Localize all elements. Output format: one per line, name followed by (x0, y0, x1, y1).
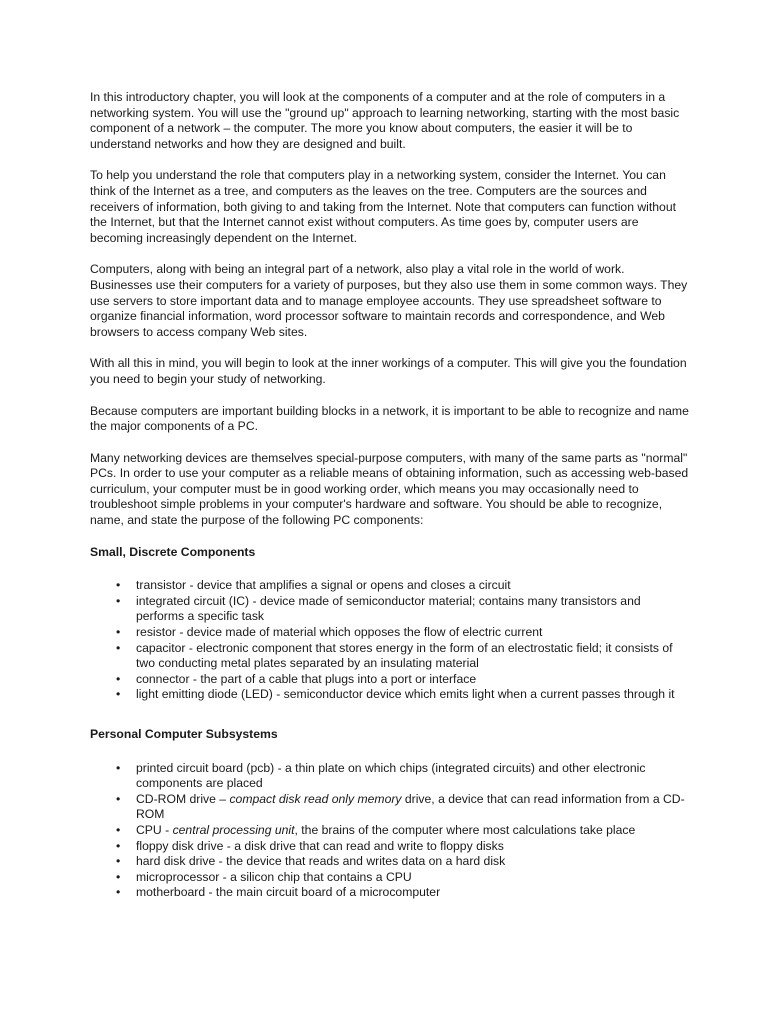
inner-workings-paragraph: With all this in mind, you will begin to look at the inner workings of a computer. This will give you the foundation you need to begin your study of networking. (90, 356, 687, 386)
bullet-icon: • (116, 640, 121, 655)
bullet-icon: • (116, 671, 121, 686)
list-item: • hard disk drive - the device that reads and writes data on a hard disk (116, 854, 506, 869)
bullet-icon: • (116, 885, 121, 900)
building-blocks-paragraph: Because computers are important building blocks in a network, it is important to be able to recognize and name the major components of a PC. (90, 403, 689, 434)
bullet-icon: • (116, 822, 121, 837)
list-item: • printed circuit board (pcb) - a thin plate on which chips (integrated circuits) and other electronic components are placed (116, 760, 646, 791)
bullet-icon: • (116, 687, 121, 702)
bullet-icon: • (116, 854, 121, 869)
list-item: • floppy disk drive - a disk drive that can read and write to floppy disks (116, 838, 504, 853)
list-item: • light emitting diode (LED) - semiconductor device which emits light when a current passes through it (116, 687, 675, 702)
bullet-icon: • (116, 838, 121, 853)
bullet-icon: • (116, 625, 121, 640)
list-item: • connector - the part of a cable that plugs into a port or interface (116, 671, 477, 686)
bullet-icon: • (116, 791, 121, 806)
list-item: • CPU - central processing unit, the brains of the computer where most calculations take place (116, 822, 636, 837)
work-paragraph: Computers, along with being an integral part of a network, also play a vital role in the world of work. Businesses use their computers for a variety of purposes, but they also use them in some common ways. They use servers to store important data and to manage employee accounts. They use spreadsheet software to organize financial information, word processor software to maintain records and correspondence, and Web browsers to access company Web sites. (90, 262, 688, 339)
section-heading-pc-subsystems: Personal Computer Subsystems (90, 727, 278, 741)
list-item: • motherboard - the main circuit board of a microcomputer (116, 885, 441, 900)
list-item: • transistor - device that amplifies a signal or opens and closes a circuit (116, 578, 511, 593)
intro-paragraph: In this introductory chapter, you will look at the components of a computer and at the role of computers in a networking system. You will use the "ground up" approach to learning networking, starting with the most basic component of a network – the computer. The more you know about computers, the easier it will be to understand networks and how they are designed and built. (90, 90, 680, 151)
section-heading-small-components: Small, Discrete Components (90, 544, 256, 559)
networking-devices-paragraph: Many networking devices are themselves special-purpose computers, with many of the same parts as "normal" PCs. In order to use your computer as a reliable means of obtaining information, such as accessing web-based curriculum, your computer must be in good working order, which means you may occasionally need to troubleshoot simple problems in your computer's hardware and software. You should be able to recognize, name, and state the purpose of the following PC components: (90, 450, 689, 528)
bullet-icon: • (116, 869, 121, 884)
list-item: • capacitor - electronic component that stores energy in the form of an electrostatic field; it consists of two conducting metal plates separated by an insulating material (116, 640, 673, 671)
bullet-icon: • (116, 578, 121, 593)
list-item: • CD-ROM drive – compact disk read only memory drive, a device that can read information from a CD-ROM (116, 791, 685, 822)
pc-subsystems-list (90, 761, 690, 901)
bullet-icon: • (116, 760, 121, 775)
bullet-icon: • (116, 593, 121, 608)
list-item: • microprocessor - a silicon chip that contains a CPU (116, 869, 412, 884)
list-item: • resistor - device made of material which opposes the flow of electric current (116, 625, 543, 640)
internet-paragraph: To help you understand the role that computers play in a networking system, consider the Internet. You can think of the Internet as a tree, and computers as the leaves on the tree. Computers are the sources and receivers of information, both giving to and taking from the Internet. Note that computers can function without the Internet, but that the Internet cannot exist without computers. As time goes by, computer users are becoming increasingly dependent on the Internet. (90, 168, 676, 245)
small-components-list (90, 578, 690, 703)
document-page (90, 90, 690, 925)
list-item: • integrated circuit (IC) - device made of semiconductor material; contains many transistors and performs a specific task (116, 593, 641, 624)
